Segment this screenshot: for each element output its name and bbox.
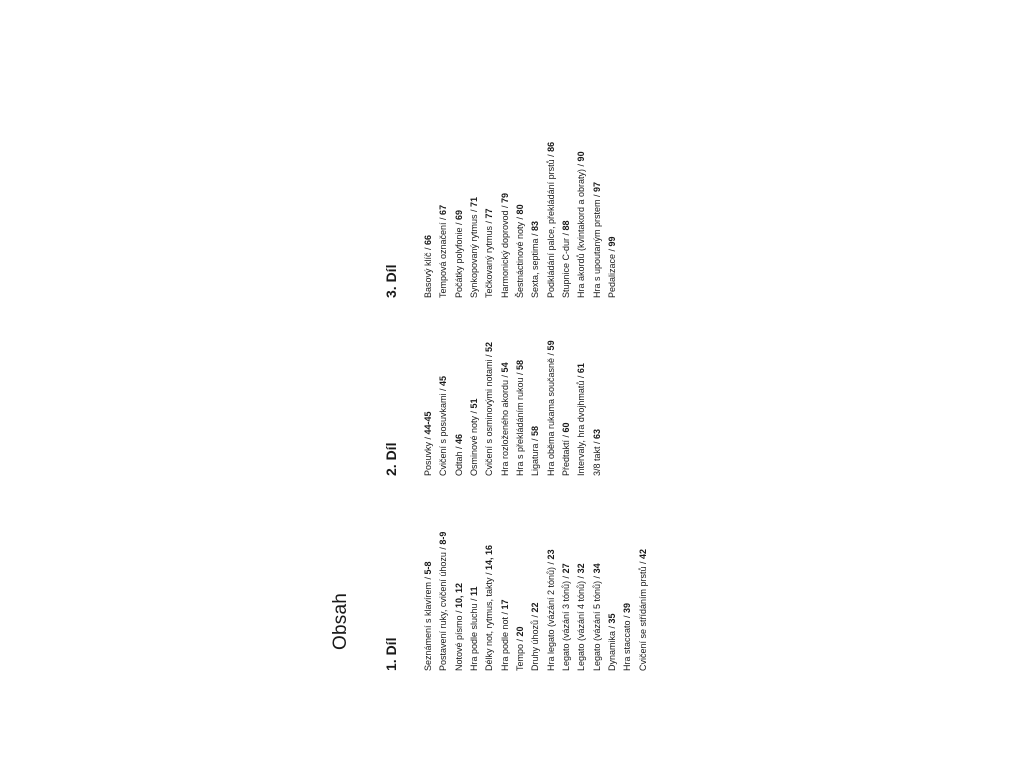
toc-entry-label: Hra s upoutaným prstem / [591, 191, 602, 298]
toc-entry-label: Cvičení se střídáním prstů / [637, 558, 648, 671]
toc-entry [620, 431, 635, 671]
toc-entry-label: Postavení ruky, cvičení úhozu / [438, 544, 449, 671]
toc-entry-label: Hra podle not / [499, 609, 510, 671]
toc-entry-page: 58 [530, 425, 541, 436]
toc-entry-label: Délky not, rytmus, takty / [484, 569, 495, 671]
toc-entry-label: Legato (vázání 5 tónů) / [591, 573, 602, 671]
section-heading: 3. Díl [383, 264, 399, 298]
section-part-3 [382, 58, 620, 298]
toc-entry-label: Šestnáctinové noty / [515, 214, 526, 298]
toc-entry [590, 58, 605, 298]
toc-entry-page: 59 [545, 340, 556, 351]
toc-entry-page: 17 [499, 599, 510, 610]
toc-entry-label: Synkopovaný rytmus / [469, 206, 480, 298]
toc-entry-page: 23 [545, 549, 556, 560]
toc-entry [452, 58, 467, 298]
toc-entry-page: 60 [561, 422, 572, 433]
toc-entry-page: 22 [530, 602, 541, 613]
toc-entry-page: 90 [576, 151, 587, 162]
toc-entry-label: Hra legato (vázání 2 tónů) / [545, 559, 556, 671]
toc-entry-page: 11 [469, 586, 480, 596]
toc-entry-page: 83 [530, 220, 541, 231]
toc-entry [482, 58, 497, 298]
toc-entry [574, 58, 589, 298]
toc-entry-page: 51 [469, 398, 480, 409]
toc-entry-page: 63 [591, 428, 602, 439]
toc-entry-label: Tečkovaný rytmus / [484, 218, 495, 298]
toc-entry-label: Odtah / [453, 443, 464, 476]
toc-entry-label: Osminové noty / [469, 408, 480, 476]
toc-entry-label: Sexta, septima / [530, 230, 541, 298]
toc-entry-label: Basový klíč / [423, 244, 433, 298]
toc-entry-page: 88 [561, 220, 572, 231]
toc-entry [513, 58, 528, 298]
toc-entry-label: Ligatura / [530, 435, 541, 476]
toc-entry-page: 71 [469, 196, 480, 207]
toc-entry-page: 44-45 [423, 411, 433, 435]
toc-entry [636, 431, 651, 671]
toc-entry-label: Intervaly, hra dvojhmatů / [576, 373, 587, 476]
toc-entry-label: Posuvky / [423, 434, 433, 476]
toc-entry-page: 66 [423, 234, 433, 245]
toc-entry-label: Dynamika / [607, 623, 618, 671]
toc-entry [605, 431, 620, 671]
toc-entry-page: 80 [515, 204, 526, 215]
toc-entry [467, 58, 482, 298]
toc-entry-page: 67 [438, 204, 449, 215]
toc-entry-label: Hra rozloženého akordu / [499, 372, 510, 476]
toc-entry-page: 10, 12 [453, 582, 464, 608]
toc-entry-page: 39 [622, 602, 633, 613]
toc-entry-label: Seznámení s klavírem / [423, 574, 433, 671]
toc-entry-label: Stupnice C-dur / [561, 230, 572, 298]
toc-entry-label: Notové písmo / [453, 607, 464, 671]
toc-entry-page: 45 [438, 375, 449, 386]
toc-entry [436, 58, 451, 298]
toc-entry-label: Hra podle sluchu / [469, 595, 480, 671]
toc-entry [544, 58, 559, 298]
toc-entry-label: Hra akordů (kvintakord a obraty) / [576, 161, 587, 298]
toc-entry-page: 42 [637, 548, 648, 559]
toc-entry-label: Podkládání palce, překládání prstů / [545, 151, 556, 298]
toc-entry-label: Hra staccato / [622, 612, 633, 671]
toc-entry-label: Legato (vázání 3 tónů) / [561, 573, 572, 671]
toc-entry-page: 46 [453, 433, 464, 444]
toc-entry-page: 69 [453, 209, 464, 220]
toc-entry-page: 99 [607, 236, 618, 247]
toc-entry [421, 58, 436, 298]
toc-entry-label: Tempo / [515, 636, 526, 671]
section-heading: 1. Díl [383, 637, 399, 671]
toc-entry-page: 58 [515, 359, 526, 370]
toc-entry-label: Hra s překládáním rukou / [515, 369, 526, 476]
toc-entry-page: 97 [591, 181, 602, 192]
toc-entry-page: 79 [499, 192, 510, 203]
toc-entry [559, 58, 574, 298]
toc-entry-page: 20 [515, 626, 526, 637]
toc-list [421, 58, 620, 298]
toc-entry-page: 54 [499, 362, 510, 373]
toc-entry [605, 58, 620, 298]
toc-entry-page: 77 [484, 208, 495, 219]
toc-entry-page: 14, 16 [484, 544, 495, 570]
toc-entry-page: 86 [545, 141, 556, 152]
toc-entry-label: Hra oběma rukama současně / [545, 350, 556, 476]
toc-entry-page: 32 [576, 563, 587, 574]
toc-entry-label: Druhy úhozů / [530, 612, 541, 671]
toc-entry-page: 27 [561, 563, 572, 574]
toc-entry-page: 52 [484, 341, 495, 352]
toc-entry-page: 5-8 [423, 561, 433, 575]
page-title: Obsah [330, 593, 351, 650]
toc-entry-label: Cvičení s posuvkami / [438, 385, 449, 476]
toc-entry-label: Počátky polyfonie / [453, 219, 464, 298]
toc-entry-label: Pedalizace / [607, 246, 618, 298]
toc-entry [528, 58, 543, 298]
toc-entry-page: 34 [591, 563, 602, 574]
toc-entry-page: 8-9 [438, 531, 449, 545]
toc-entry-label: Harmonický doprovod / [499, 202, 510, 298]
toc-entry-label: Legato (vázání 4 tónů) / [576, 573, 587, 671]
toc-entry-page: 61 [576, 363, 587, 374]
toc-entry-page: 35 [607, 613, 618, 624]
toc-entry [498, 58, 513, 298]
toc-entry-label: Tempová označení / [438, 214, 449, 298]
toc-entry-label: 3/8 takt / [591, 438, 602, 476]
section-heading: 2. Díl [383, 442, 399, 476]
toc-entry-label: Cvičení s osminovými notami / [484, 351, 495, 476]
toc-entry-label: Předtaktí / [561, 432, 572, 476]
